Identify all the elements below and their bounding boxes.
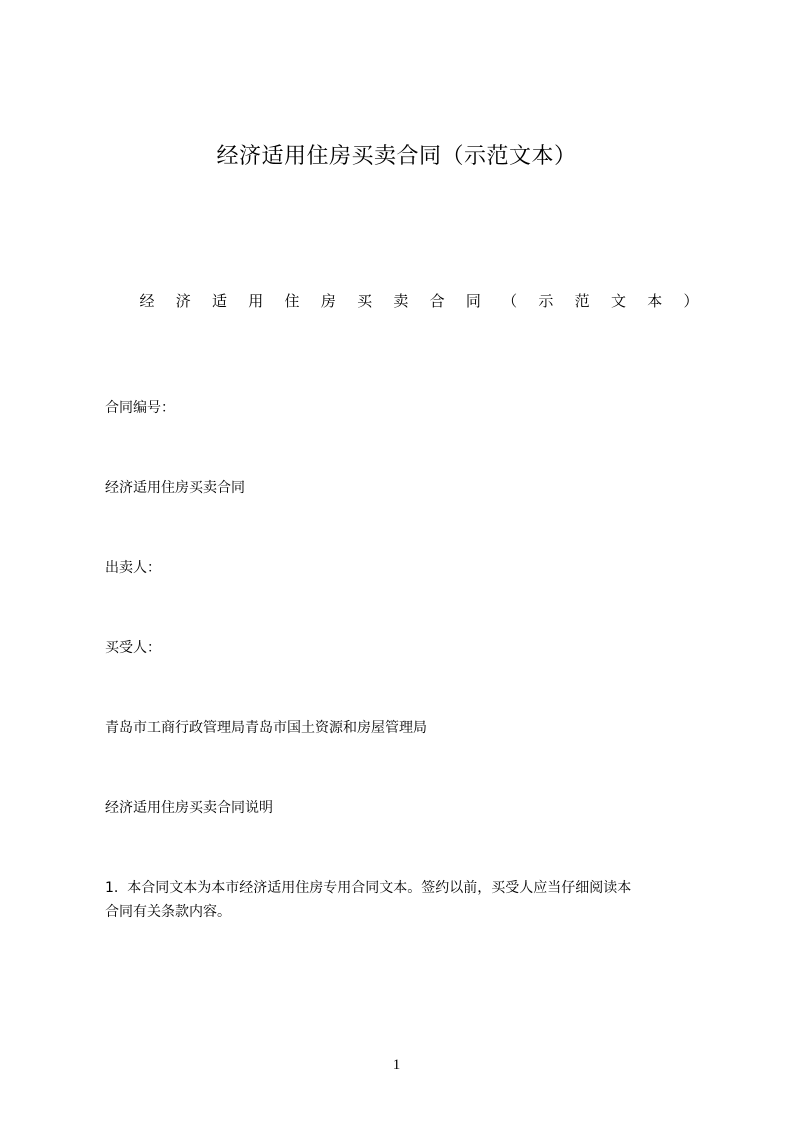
buyer-label: 买受人： [105, 640, 161, 656]
contract-name: 经济适用住房买卖合同 [105, 480, 245, 496]
spaced-title-char: 同 [465, 292, 481, 310]
item-number: 1. [105, 880, 119, 896]
spaced-title-char: 示 [538, 292, 554, 310]
item-1-line-2: 合同有关条款内容。 [105, 904, 231, 920]
spaced-title-char: 范 [574, 292, 590, 310]
spaced-title-char: 经 [139, 292, 155, 310]
item-1-text: 本合同文本为本市经济适用住房专用合同文本。签约以前，买受人应当仔细阅读本 [127, 880, 632, 896]
spaced-title-char: 用 [248, 292, 264, 310]
spaced-title [139, 290, 699, 312]
spaced-title-char: 卖 [393, 292, 409, 310]
spaced-title-char: 本 [647, 292, 663, 310]
item-1-line-1 [105, 876, 697, 900]
spaced-title-char: 住 [284, 292, 300, 310]
contract-number-label: 合同编号： [105, 400, 175, 416]
explanation-item-1 [105, 876, 697, 924]
spaced-title-char: 济 [175, 292, 191, 310]
spaced-title-char: 适 [212, 292, 228, 310]
spaced-title-char: （ [502, 292, 518, 310]
spaced-title-char: 房 [320, 292, 336, 310]
page-number: 1 [392, 1057, 401, 1073]
spaced-title-char: 合 [429, 292, 445, 310]
seller-label: 出卖人： [105, 560, 161, 576]
spaced-title-char: 文 [610, 292, 626, 310]
spaced-title-char: ） [683, 292, 699, 310]
main-title: 经济适用住房买卖合同（示范文本） [216, 144, 577, 169]
issuing-authorities: 青岛市工商行政管理局青岛市国土资源和房屋管理局 [105, 720, 427, 736]
spaced-title-char: 买 [357, 292, 373, 310]
explanation-heading: 经济适用住房买卖合同说明 [105, 800, 273, 816]
